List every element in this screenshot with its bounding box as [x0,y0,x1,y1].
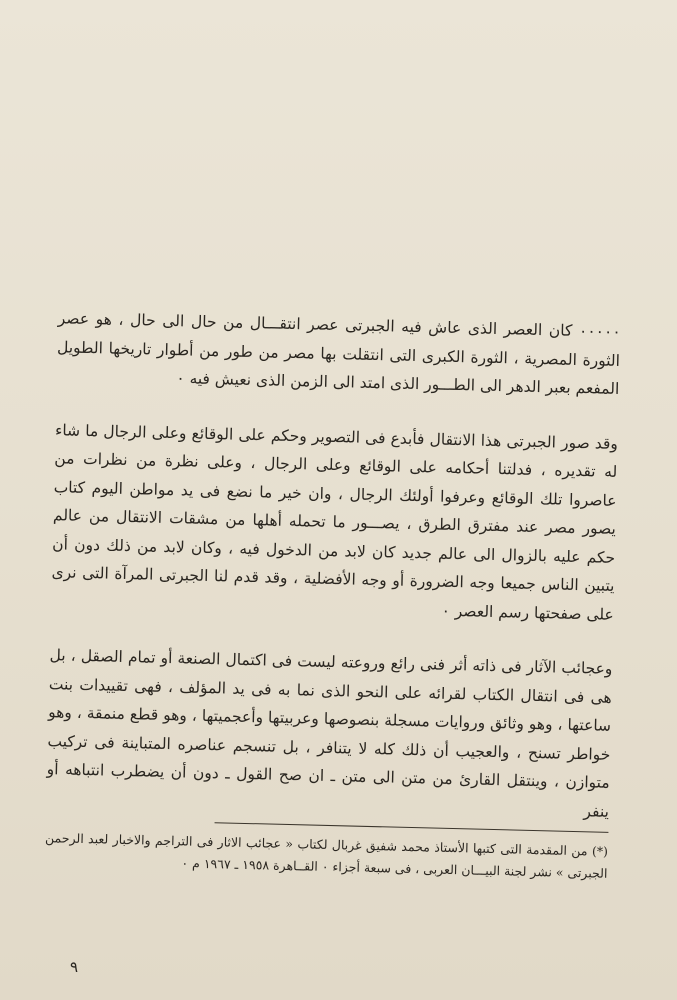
paragraph-2: وقد صور الجبرتى هذا الانتقال فأبدع فى التصوير وحكم على الوقائع وعلى الرجال ما شاء له تقديره ، فدلتنا أحكامه على الوقائع وعلى الرجال ، وعلى نظرة من نظرات من عاصروا تلك الوقائع وعرفوا أولئك الرجال ، وان خير ما نضع فى يد مواطن اليوم كتاب يصور مصر عند مفترق الطرق ، يصـــور ما تحمله أهلها من مشقات الانتقال من عالم حكم عليه بالزوال الى عالم جديد كان لابد من الدخول فيه ، وكان لابد من ذلك دون أن يتبين الناس جميعا وجه الضرورة أو وجه الأفضلية ، وقد قدم لنا الجبرتى المرآة التى نرى على صفحتها رسم العصر ٠ [51,420,619,624]
page-number: ٩ [70,958,79,976]
paragraph-1: ٠٠٠٠٠ كان العصر الذى عاش فيه الجبرتى عصر انتقـــال من حال الى حال ، هو عصر الثورة المصرية ، الثورة الكبرى التى انتقلت بها مصر من طور من أطوار تاريخها الطويل المفعم بعبر الدهر الى الطـــور الذى امتد الى الزمن الذى نعيش فيه ٠ [56,309,621,398]
footnote: (*) من المقدمة التى كتبها الأستاذ محمد شفيق غربال لكتاب « عجائب الاثار فى التراجم والاخبار لعبد الرحمن الجبرتى » نشر لجنة البيـــان العربى ، فى سبعة أجزاء ٠ القــاهرة ١٩٥٨ ـ ١٩٦٧ م ٠ [44,830,609,881]
paragraph-3: وعجائب الآثار فى ذاته أثر فنى رائع وروعته ليست فى اكتمال الصنعة أو تمام الصقل ، بل هى فى انتقال الكتاب لقرائه على النحو الذى نما به فى يد المؤلف ، فهى تقييدات بنت ساعتها ، وهو وثائق وروايات مسجلة بنصوصها وعربيتها وأعجميتها ، وهو قطع منمقة ، وهو خواطر تسنح ، والعجيب أن ذلك كله لا يتنافر ، بل تنسجم عناصره المتباينة فى تركيب متوازن ، وينتقل القارئ من متن الى متن ـ ان صح القول ـ دون أن يضطرب انتباهه أو ينفر [46,646,613,821]
main-text [44,304,621,911]
show-through-text [40,0,637,220]
